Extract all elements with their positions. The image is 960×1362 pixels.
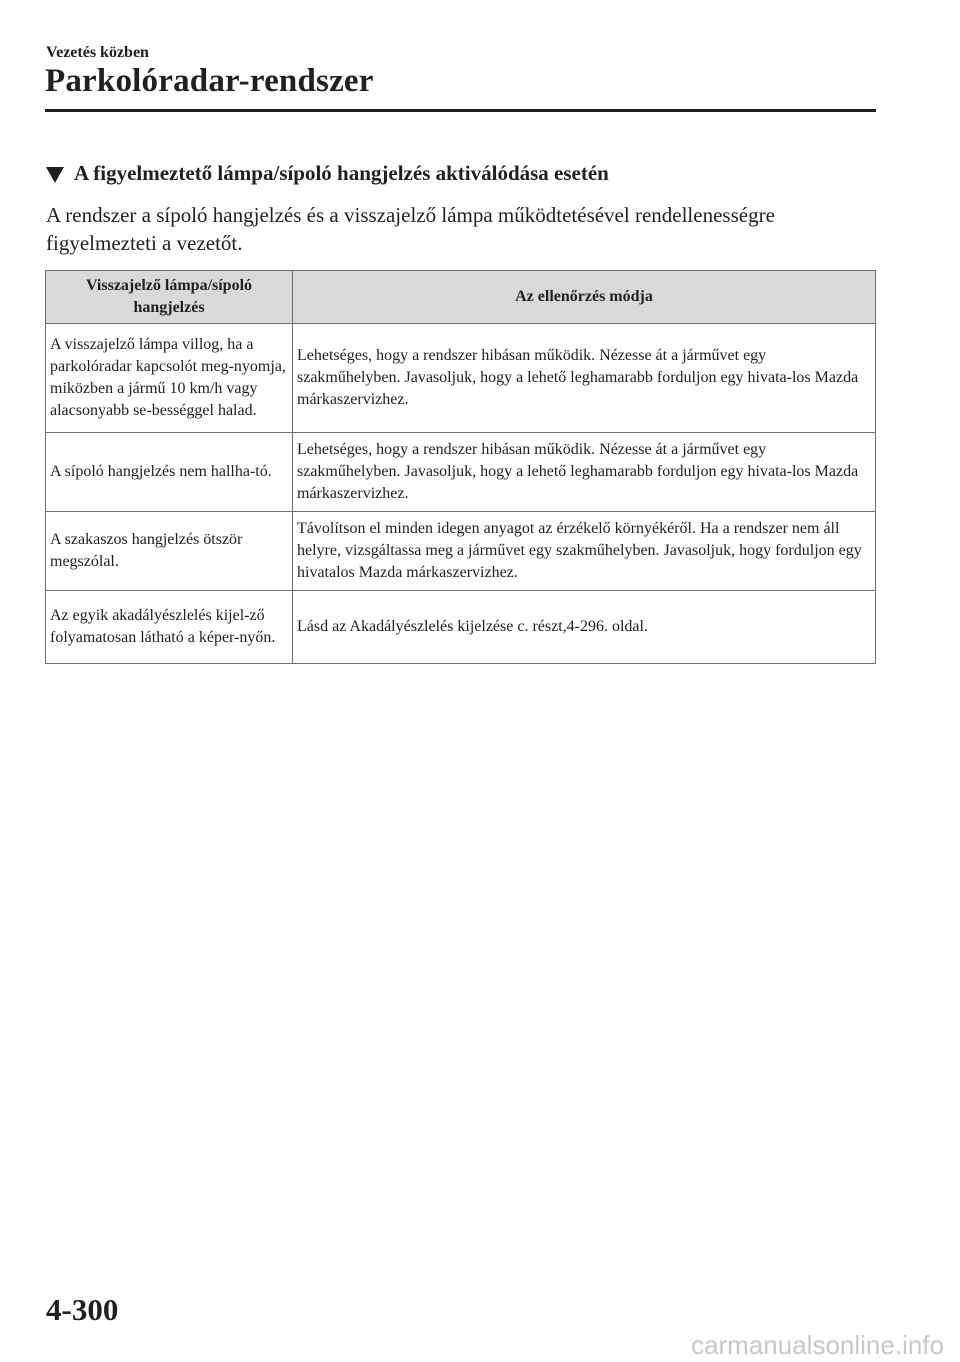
table-row <box>46 591 876 664</box>
triangle-down-icon <box>46 167 64 183</box>
page-number: 4-300 <box>46 1292 119 1327</box>
section-label: Vezetés közben <box>46 44 149 61</box>
check-cell: Lásd az Akadályészlelés kijelzése c. részt,4-296. oldal. <box>293 591 876 664</box>
check-cell: Lehetséges, hogy a rendszer hibásan működik. Nézesse át a járművet egy szakműhelyben. Javasoljuk, hogy a lehető leghamarabb forduljon egy hivata-los Mazda márkaszervizhez. <box>293 324 876 433</box>
table-header-row <box>46 271 876 324</box>
watermark: carmanualsonline.info <box>691 1330 944 1360</box>
indicator-table <box>45 270 876 664</box>
indicator-cell: Az egyik akadályészlelés kijel-ző folyamatosan látható a képer-nyőn. <box>46 591 293 664</box>
intro-paragraph: A rendszer a sípoló hangjelzés és a visszajelző lámpa működtetésével rendellenességre figyelmezteti a vezetőt. <box>46 203 775 255</box>
table-row <box>46 512 876 591</box>
subheading-text: A figyelmeztető lámpa/sípoló hangjelzés aktiválódása esetén <box>74 161 609 185</box>
check-cell: Lehetséges, hogy a rendszer hibásan működik. Nézesse át a járművet egy szakműhelyben. Javasoljuk, hogy a lehető leghamarabb forduljon egy hivata-los Mazda márkaszervizhez. <box>293 433 876 512</box>
title-rule <box>45 109 876 112</box>
table-row <box>46 324 876 433</box>
header-check: Az ellenőrzés módja <box>293 271 876 324</box>
header-indicator: Visszajelző lámpa/sípoló hangjelzés <box>46 271 293 324</box>
check-cell: Távolítson el minden idegen anyagot az érzékelő környékéről. Ha a rendszer nem áll helyre, vizsgáltassa meg a járművet egy szakműhelyben. Javasoljuk, hogy forduljon egy hivatalos Mazda márkaszervizhez. <box>293 512 876 591</box>
indicator-cell: A szakaszos hangjelzés ötször megszólal. <box>46 512 293 591</box>
table-row <box>46 433 876 512</box>
indicator-cell: A sípoló hangjelzés nem hallha-tó. <box>46 433 293 512</box>
page-title: Parkolóradar-rendszer <box>45 63 374 99</box>
subheading <box>46 161 609 186</box>
indicator-cell: A visszajelző lámpa villog, ha a parkolóradar kapcsolót meg-nyomja, miközben a jármű 10 km/h vagy alacsonyabb se-bességgel halad. <box>46 324 293 433</box>
